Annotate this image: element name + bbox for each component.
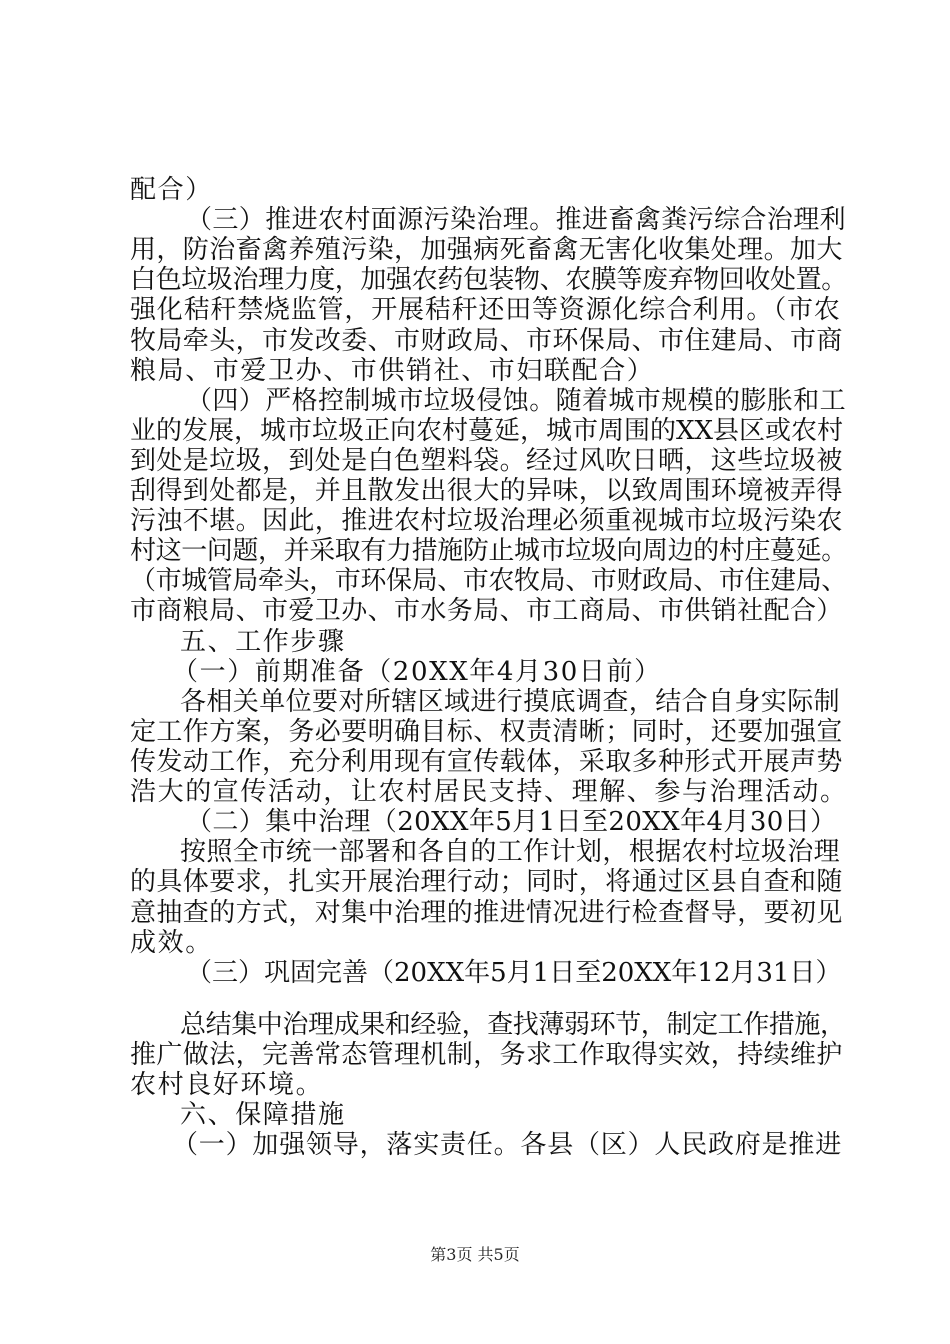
- text-line: 粮局、市爱卫办、市供销社、市妇联配合）: [130, 356, 655, 386]
- text-line: 配合）: [130, 175, 213, 205]
- section-heading: 五、工作步骤: [180, 627, 346, 657]
- text-line: 业的发展，城市垃圾正向农村蔓延，城市周围的XX县区或农村: [130, 416, 844, 446]
- text-line: 到处是垃圾，到处是白色塑料袋。经过风吹日晒，这些垃圾被: [130, 446, 843, 476]
- text-line: 污浊不堪。因此，推进农村垃圾治理必须重视城市垃圾污染农: [130, 506, 843, 536]
- text-line: 农村良好环境。: [130, 1070, 324, 1100]
- text-line: 传发动工作，充分利用现有宣传载体，采取多种形式开展声势: [130, 747, 843, 777]
- text-line: 的具体要求，扎实开展治理行动；同时，将通过区县自查和随: [130, 867, 843, 897]
- text-line: 强化秸秆禁烧监管，开展秸秆还田等资源化综合利用。（市农: [130, 295, 841, 325]
- text-line: 白色垃圾治理力度，加强农药包装物、农膜等废弃物回收处置。: [130, 265, 847, 295]
- text-line: 成效。: [130, 928, 213, 958]
- subsection-heading: （二）集中治理（20XX年5月1日至20XX年4月30日）: [186, 807, 837, 837]
- text-line: （三）推进农村面源污染治理。推进畜禽粪污综合治理利: [186, 205, 847, 235]
- text-line: （四）严格控制城市垃圾侵蚀。随着城市规模的膨胀和工: [186, 386, 847, 416]
- page-footer: 第3页 共5页: [430, 1245, 520, 1264]
- text-line: 村这一问题，并采取有力措施防止城市垃圾向周边的村庄蔓延。: [130, 536, 847, 566]
- text-line: 用，防治畜禽养殖污染，加强病死畜禽无害化收集处理。加大: [130, 235, 843, 265]
- text-line: 定工作方案，务必要明确目标、权责清晰；同时，还要加强宣: [130, 717, 843, 747]
- text-line: 刮得到处都是，并且散发出很大的异味，以致周围环境被弄得: [130, 476, 843, 506]
- text-line: 浩大的宣传活动，让农村居民支持、理解、参与治理活动。: [130, 777, 848, 807]
- text-line: 市商粮局、市爱卫办、市水务局、市工商局、市供销社配合）: [130, 596, 843, 626]
- text-line: 总结集中治理成果和经验，查找薄弱环节，制定工作措施，: [180, 1010, 846, 1040]
- text-line: 推广做法，完善常态管理机制，务求工作取得实效，持续维护: [130, 1040, 843, 1070]
- subsection-heading: （三）巩固完善（20XX年5月1日至20XX年12月31日）: [186, 958, 842, 988]
- text-line: 牧局牵头，市发改委、市财政局、市环保局、市住建局、市商: [130, 326, 843, 356]
- text-line: 意抽查的方式，对集中治理的推进情况进行检查督导，要初见: [130, 898, 843, 928]
- subsection-heading: （一）加强领导，落实责任。各县（区）人民政府是推进: [172, 1130, 843, 1160]
- section-heading: 六、保障措施: [180, 1100, 346, 1130]
- subsection-heading: （一）前期准备（20XX年4月30日前）: [172, 657, 662, 687]
- text-line: （市城管局牵头，市环保局、市农牧局、市财政局、市住建局、: [130, 566, 847, 596]
- text-line: 按照全市统一部署和各自的工作计划，根据农村垃圾治理: [180, 837, 841, 867]
- text-line: 各相关单位要对所辖区域进行摸底调查，结合自身实际制: [180, 687, 841, 717]
